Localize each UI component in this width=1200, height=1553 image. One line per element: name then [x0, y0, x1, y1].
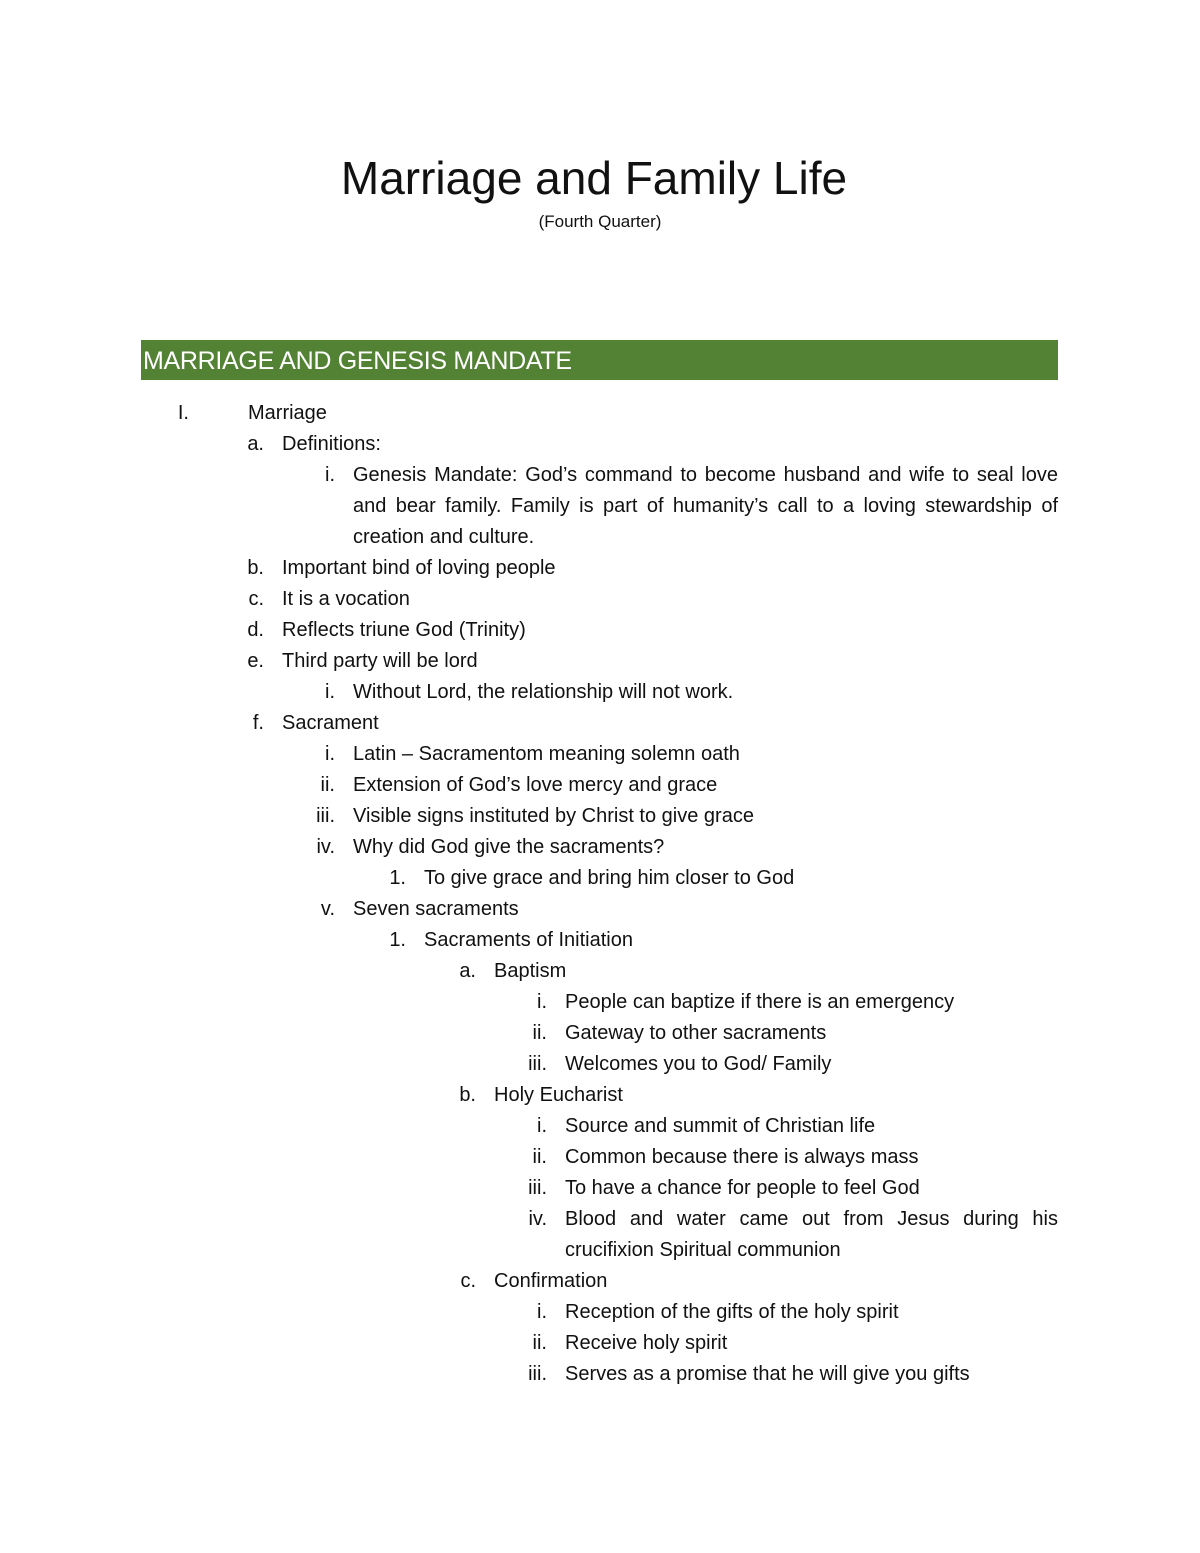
- outline-item-level-2: [0, 677, 1200, 708]
- outline-marker: ii.: [532, 1332, 547, 1354]
- outline-marker: i.: [537, 991, 547, 1013]
- outline-item-level-1: [0, 429, 1200, 460]
- outline-item-level-2: [0, 770, 1200, 801]
- outline-marker: d.: [247, 619, 264, 641]
- outline-text: Confirmation: [494, 1270, 608, 1292]
- outline-text: Gateway to other sacraments: [565, 1022, 827, 1044]
- outline-item-level-3: [0, 925, 1200, 956]
- outline-marker: iv.: [316, 836, 335, 858]
- outline-marker: iv.: [528, 1208, 547, 1230]
- outline-list: [0, 398, 1200, 1390]
- outline-text: Visible signs instituted by Christ to give grace: [353, 805, 754, 827]
- document-title: Marriage and Family Life: [340, 152, 848, 204]
- outline-text: Marriage: [248, 402, 327, 424]
- outline-text: Genesis Mandate: God’s command to become husband and wife to seal love and bear family. Family is part of humanity’s call to a loving stewardship of creation and culture.: [353, 464, 1058, 548]
- outline-item-level-5: [0, 1018, 1200, 1049]
- outline-marker: ii.: [532, 1146, 547, 1168]
- outline-text: Blood and water came out from Jesus during his crucifixion Spiritual communion: [565, 1208, 1058, 1261]
- document-subtitle: (Fourth Quarter): [538, 212, 662, 231]
- outline-text: Common because there is always mass: [565, 1146, 919, 1168]
- outline-text: To have a chance for people to feel God: [565, 1177, 920, 1199]
- outline-text: Source and summit of Christian life: [565, 1115, 876, 1137]
- outline-text: Without Lord, the relationship will not work.: [353, 681, 734, 703]
- outline-text: To give grace and bring him closer to God: [424, 867, 795, 889]
- outline-item-level-2: [0, 739, 1200, 770]
- outline-marker: f.: [252, 712, 264, 734]
- outline-item-level-5: [0, 1049, 1200, 1080]
- outline-marker: ii.: [532, 1022, 547, 1044]
- outline-item-level-2: [0, 460, 1200, 553]
- outline-text: It is a vocation: [282, 588, 410, 610]
- outline-item-level-2: [0, 832, 1200, 863]
- outline-item-level-4: [0, 956, 1200, 987]
- outline-item-level-1: [0, 584, 1200, 615]
- outline-text: Baptism: [494, 960, 567, 982]
- outline-marker: a.: [459, 960, 476, 982]
- outline-marker: i.: [537, 1115, 547, 1137]
- outline-marker: e.: [247, 650, 264, 672]
- outline-text: Reception of the gifts of the holy spirit: [565, 1301, 899, 1323]
- section-heading: MARRIAGE AND GENESIS MANDATE: [141, 340, 1058, 380]
- outline-marker: 1.: [389, 929, 406, 951]
- outline-text: Sacrament: [282, 712, 379, 734]
- outline-marker: ii.: [320, 774, 335, 796]
- outline-marker: b.: [247, 557, 264, 579]
- outline-item-level-1: [0, 708, 1200, 739]
- outline-marker: iii.: [316, 805, 335, 827]
- outline-marker: i.: [325, 681, 335, 703]
- outline-marker: iii.: [528, 1053, 547, 1075]
- outline-text: Definitions:: [282, 433, 381, 455]
- outline-marker: c.: [248, 588, 264, 610]
- outline-marker: i.: [325, 743, 335, 765]
- outline-item-level-5: [0, 1142, 1200, 1173]
- outline-item-level-4: [0, 1080, 1200, 1111]
- outline-item-level-5: [0, 1328, 1200, 1359]
- outline-item-level-5: [0, 987, 1200, 1018]
- outline-marker: a.: [247, 433, 264, 455]
- outline-item-level-1: [0, 646, 1200, 677]
- outline-item-level-5: [0, 1173, 1200, 1204]
- outline-text: Reflects triune God (Trinity): [282, 619, 526, 641]
- outline-item-level-0: [0, 398, 1200, 429]
- outline-text: Important bind of loving people: [282, 557, 556, 579]
- outline-text: Sacraments of Initiation: [424, 929, 633, 951]
- outline-text: Welcomes you to God/ Family: [565, 1053, 832, 1075]
- outline-text: Extension of God’s love mercy and grace: [353, 774, 718, 796]
- outline-text: Holy Eucharist: [494, 1084, 623, 1106]
- outline-item-level-2: [0, 894, 1200, 925]
- outline-marker: iii.: [528, 1177, 547, 1199]
- outline-text: Serves as a promise that he will give you gifts: [565, 1363, 970, 1385]
- outline-item-level-4: [0, 1266, 1200, 1297]
- outline-marker: v.: [320, 898, 335, 920]
- outline-text: People can baptize if there is an emergency: [565, 991, 955, 1013]
- outline-item-level-5: [0, 1204, 1200, 1266]
- outline-item-level-1: [0, 553, 1200, 584]
- outline-marker: 1.: [389, 867, 406, 889]
- outline-text: Latin – Sacramentom meaning solemn oath: [353, 743, 740, 765]
- outline-marker: I.: [177, 402, 189, 424]
- outline-marker: i.: [325, 464, 335, 486]
- outline-item-level-5: [0, 1297, 1200, 1328]
- outline-text: Receive holy spirit: [565, 1332, 728, 1354]
- outline-text: Why did God give the sacraments?: [353, 836, 665, 858]
- outline-marker: i.: [537, 1301, 547, 1323]
- outline-marker: iii.: [528, 1363, 547, 1385]
- outline-marker: b.: [459, 1084, 476, 1106]
- outline-text: Seven sacraments: [353, 898, 519, 920]
- outline-item-level-3: [0, 863, 1200, 894]
- outline-item-level-5: [0, 1111, 1200, 1142]
- outline-marker: c.: [460, 1270, 476, 1292]
- outline-item-level-5: [0, 1359, 1200, 1390]
- outline-item-level-2: [0, 801, 1200, 832]
- outline-item-level-1: [0, 615, 1200, 646]
- outline-text: Third party will be lord: [282, 650, 478, 672]
